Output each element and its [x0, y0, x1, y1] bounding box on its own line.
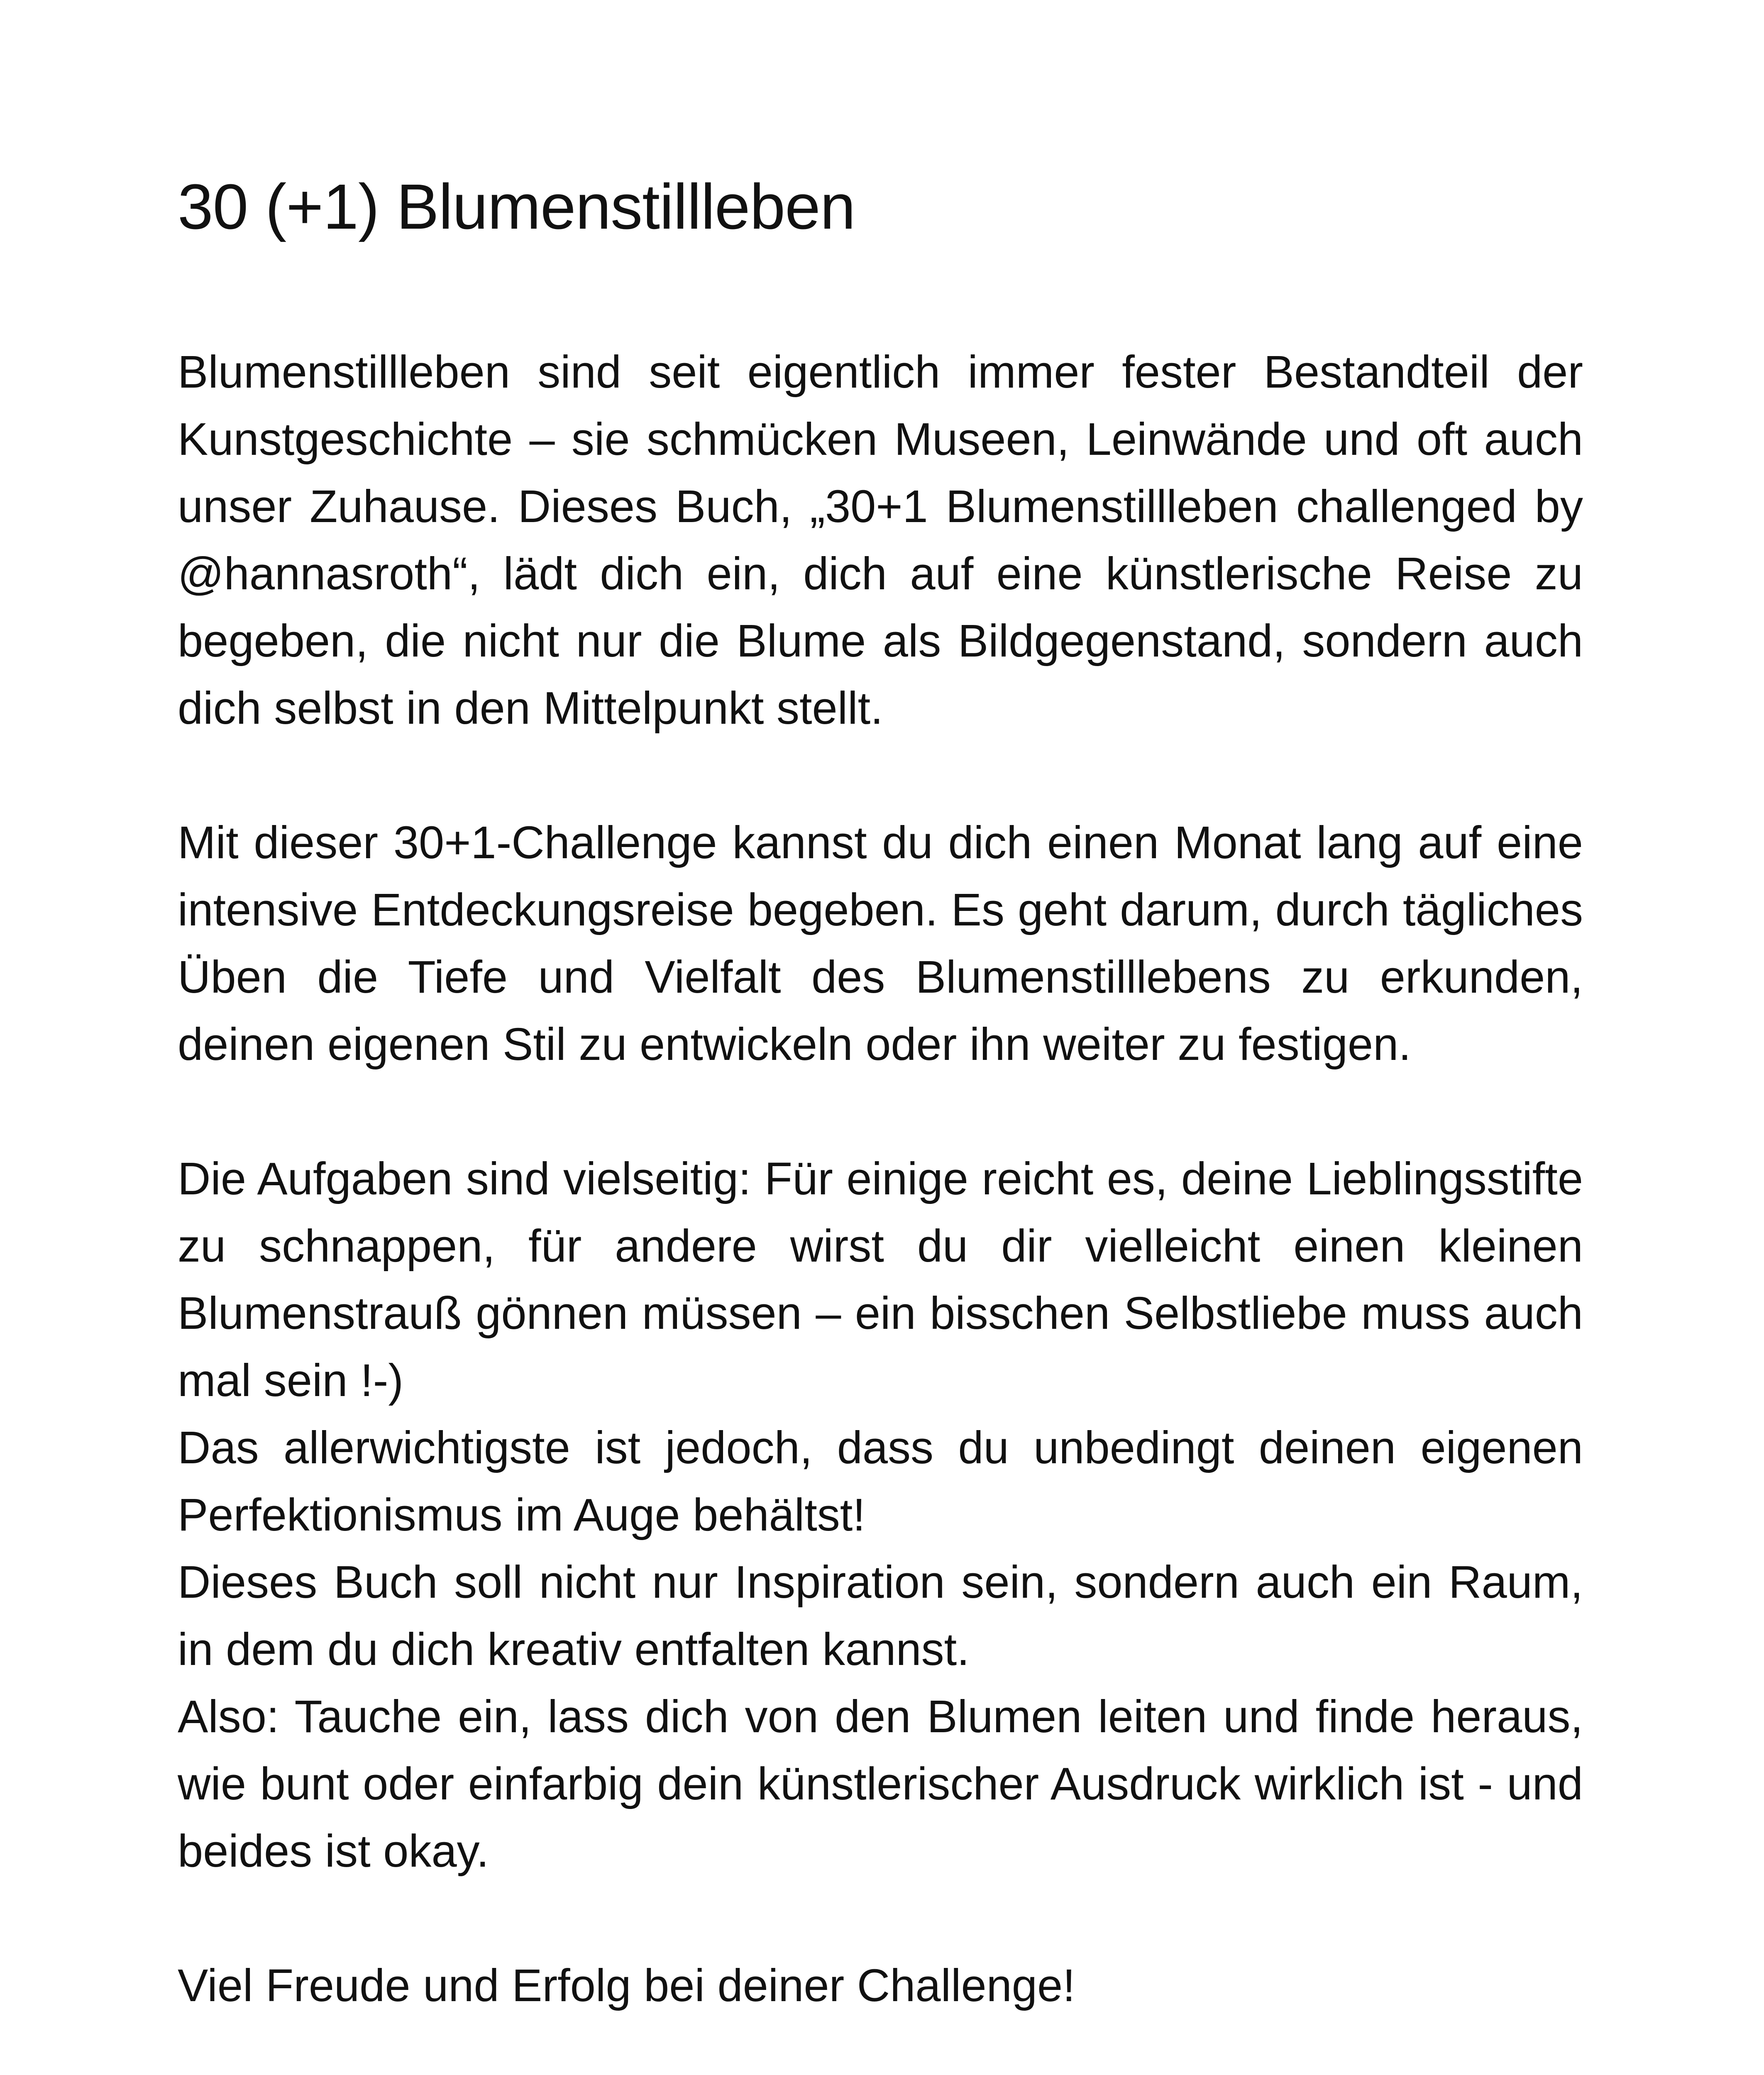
dive-in-paragraph: Also: Tauche ein, lass dich von den Blumen leiten und finde heraus, wie bunt oder einfarbig dein künstlerischer Ausdruck wirklich ist - und beides ist okay.: [178, 1691, 1583, 1877]
page-title: 30 (+1) Blumenstillleben: [178, 171, 855, 242]
inspiration-paragraph: Dieses Buch soll nicht nur Inspiration sein, sondern auch ein Raum, in dem du dich kreativ entfalten kannst.: [178, 1557, 1583, 1675]
challenge-paragraph: Mit dieser 30+1-Challenge kannst du dich einen Monat lang auf eine intensive Entdeckungsreise begeben. Es geht darum, durch tägliches Üben die Tiefe und Vielfalt des Blumenstilllebens zu erkunden, deinen eigenen Stil zu entwickeln oder ihn weiter zu festigen.: [178, 817, 1583, 1070]
document-body: [178, 339, 1583, 2019]
perfectionism-paragraph: Das allerwichtigste ist jedoch, dass du unbedingt deinen eigenen Perfektionismus im Auge behältst!: [178, 1422, 1583, 1540]
paragraph-spacer: [178, 1078, 1583, 1145]
paragraph-spacer: [178, 1885, 1583, 1952]
intro-paragraph: Blumenstillleben sind seit eigentlich immer fester Bestandteil der Kunstgeschichte – sie schmücken Museen, Leinwände und oft auch unser Zuhause. Dieses Buch, „30+1 Blumenstillleben challenged by @hannasroth“, lädt dich ein, dich auf eine künstlerische Reise zu begeben, die nicht nur die Blume als Bildgegenstand, sondern auch dich selbst in den Mittelpunkt stellt.: [178, 347, 1583, 734]
closing-paragraph: Viel Freude und Erfolg bei deiner Challenge!: [178, 1960, 1075, 2011]
tasks-paragraph: Die Aufgaben sind vielseitig: Für einige reicht es, deine Lieblingsstifte zu schnappen, für andere wirst du dir vielleicht einen kleinen Blumenstrauß gönnen müssen – ein bisschen Selbstliebe muss auch mal sein !-): [178, 1153, 1583, 1406]
paragraph-spacer: [178, 742, 1583, 809]
